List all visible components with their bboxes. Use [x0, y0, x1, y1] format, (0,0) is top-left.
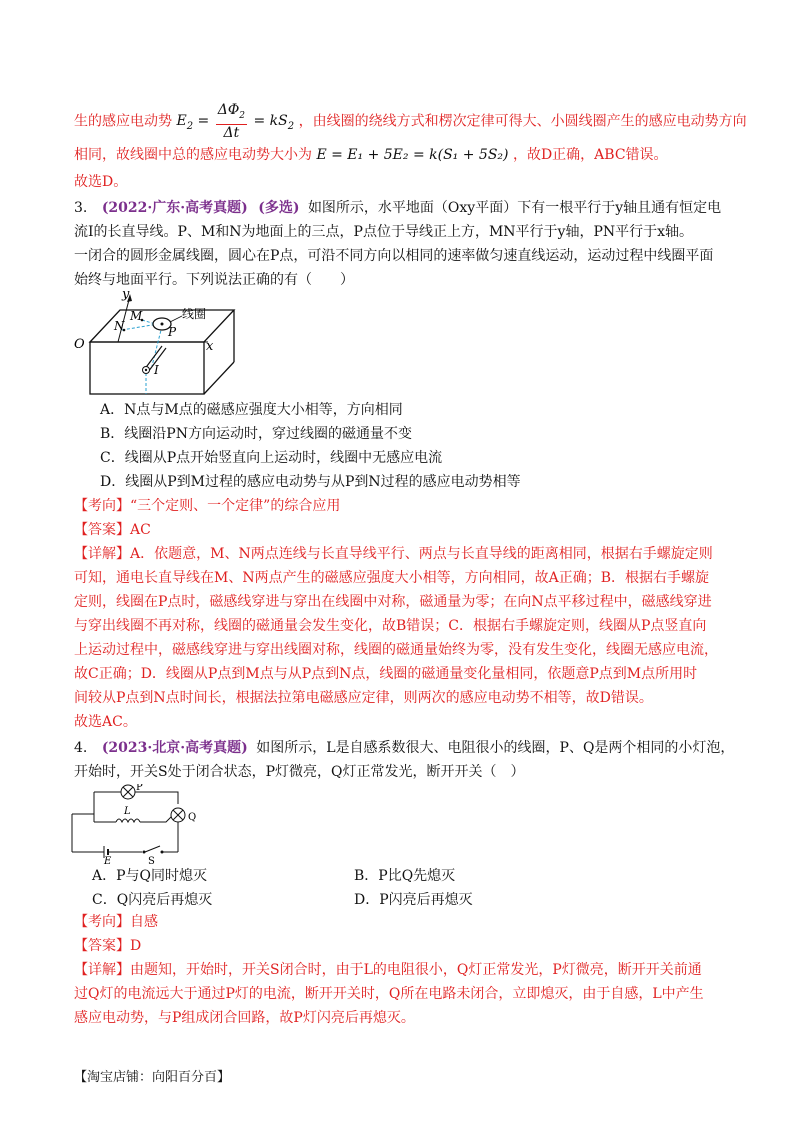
q3-answer: 【答案】AC	[74, 522, 151, 538]
prev-conclusion: 故选D。	[74, 174, 128, 190]
q3-number: 3.	[74, 200, 88, 216]
q4-detail-2: 过Q灯的电流远大于通过P灯的电流，断开开关时，Q所在电路未闭合，立即熄灭，由于自感，L中产生	[74, 986, 704, 1002]
fig-label-I: I	[154, 363, 159, 377]
fig-label-O: O	[74, 337, 85, 352]
q4-kaoxiang: 【考向】自感	[74, 914, 158, 930]
q4-source: (2023·北京·高考真题)	[101, 740, 248, 756]
prev-line-1: 生的感应电动势 $E_2$ = $\frac{\Delta\Phi_2}{\Delta t}$ = $kS_2$ ，由线圈的绕线方式和楞次定律可得大、小圆线圈产生的感应电动势方向	[74, 102, 747, 141]
q4-option-b: B．P比Q先熄灭	[354, 868, 456, 884]
q3-option-b: B．线圈沿PN方向运动时，穿过线圈的磁通量不变	[100, 426, 412, 442]
q4-number: 4.	[74, 740, 88, 756]
circuit-label-P: P	[136, 784, 143, 793]
circuit-label-L: L	[124, 806, 131, 817]
circuit-label-S: S	[148, 856, 155, 864]
q4-option-c: C．Q闪亮后再熄灭	[92, 892, 213, 908]
q3-stem-line-3: 一闭合的圆形金属线圈，圆心在P点，可沿不同方向以相同的速率做匀速直线运动，运动过程中线圈平面	[74, 248, 714, 264]
q4-detail-1: 【详解】由题知，开始时，开关S闭合时，由于L的电阻很小，Q灯正常发光，P灯微亮，断开开关前通	[74, 962, 702, 978]
circuit-label-Q: Q	[188, 812, 197, 823]
fig-label-x: x	[206, 339, 214, 354]
q3-option-a: A．N点与M点的磁感应强度大小相等，方向相同	[100, 402, 403, 418]
q3-detail-3: 定则，线圈在P点时，磁感线穿进与穿出在线圈中对称，磁通量为零；在向N点平移过程中，磁感线穿进	[74, 594, 712, 610]
q3-source: (2022·广东·高考真题)	[101, 200, 248, 216]
q3-option-c: C．线圈从P点开始竖直向上运动时，线圈中无感应电流	[100, 450, 443, 466]
q4-detail-3: 感应电动势，与P组成闭合回路，故P灯闪亮后再熄灭。	[74, 1010, 415, 1026]
q4-option-d: D．P闪亮后再熄灭	[354, 892, 473, 908]
formula-e2: $E_2$ = $\frac{\Delta\Phi_2}{\Delta t}$ = $kS_2$	[176, 102, 295, 141]
q3-detail-5: 上运动过程中，磁感线穿进与穿出线圈对称，线圈的磁通量始终为零，没有发生变化，线圈无感应电流，	[74, 642, 718, 658]
footer-shop: 【淘宝店铺：向阳百分百】	[74, 1070, 231, 1085]
q4-answer: 【答案】D	[74, 938, 142, 954]
q3-detail-6: 故C正确；D．线圈从P点到M点与从P点到N点，线圈的磁通量变化量相同，依题意P点到M点所用时	[74, 666, 698, 682]
q3-stem-line-4: 始终与地面平行。下列说法正确的有（ ）	[74, 272, 354, 288]
q3-stem-line-2: 流I的长直导线。P、M和N为地面上的三点，P点位于导线正上方，MN平行于y轴，PN平行于x轴。	[74, 224, 694, 240]
q3-detail-4: 与穿出线圈不再对称，线圈的磁通量会发生变化，故B错误；C．根据右手螺旋定则，线圈从P点竖直向	[74, 618, 707, 634]
q3-option-d: D．线圈从P到M过程的感应电动势与从P到N过程的感应电动势相等	[100, 474, 521, 490]
circuit-label-E: E	[104, 856, 112, 864]
fig-label-coil: 线圈	[182, 307, 207, 321]
q4-option-a: A．P与Q同时熄灭	[92, 868, 208, 884]
fig-label-N: N	[114, 319, 125, 333]
q3-detail-2: 可知，通电长直导线在M、N两点产生的磁感应强度大小相等，方向相同，故A正确；B．根据右手螺旋	[74, 570, 709, 586]
fig-label-P: P	[168, 325, 177, 339]
q3-kaoxiang: 【考向】“三个定则、一个定律”的综合应用	[74, 498, 341, 514]
q3-detail-7: 间较从P点到N点时间长，根据法拉第电磁感应定律，则两次的感应电动势不相等，故D错误。	[74, 690, 653, 706]
q4-stem-line-1: 4. (2023·北京·高考真题) 如图所示，L是自感系数很大、电阻很小的线圈，P、Q是两个相同的小灯泡，	[74, 740, 735, 756]
q3-conclusion: 故选AC。	[74, 714, 137, 730]
fig-label-y: y	[122, 288, 130, 302]
q3-multi-tag: (多选)	[258, 200, 300, 216]
fig-label-M: M	[130, 309, 143, 323]
q4-stem-line-2: 开始时，开关S处于闭合状态，P灯微亮，Q灯正常发光，断开开关（ ）	[74, 764, 525, 780]
q3-stem-line-1: 3. (2022·广东·高考真题) (多选) 如图所示，水平地面（Oxy平面）下有一根平行于y轴且通有恒定电	[74, 200, 722, 216]
q4-circuit-figure	[66, 784, 216, 864]
q3-figure	[66, 288, 246, 398]
q3-detail-1: 【详解】A．依题意，M、N两点连线与长直导线平行、两点与长直导线的距离相同，根据右手螺旋定则	[74, 546, 713, 562]
prev-line-2: 相同，故线圈中总的感应电动势大小为 E = E₁ + 5E₂ = k(S₁ + 5S₂) ，故D正确，ABC错误。	[74, 147, 668, 163]
formula-total-emf: E = E₁ + 5E₂ = k(S₁ + 5S₂)	[316, 147, 509, 163]
